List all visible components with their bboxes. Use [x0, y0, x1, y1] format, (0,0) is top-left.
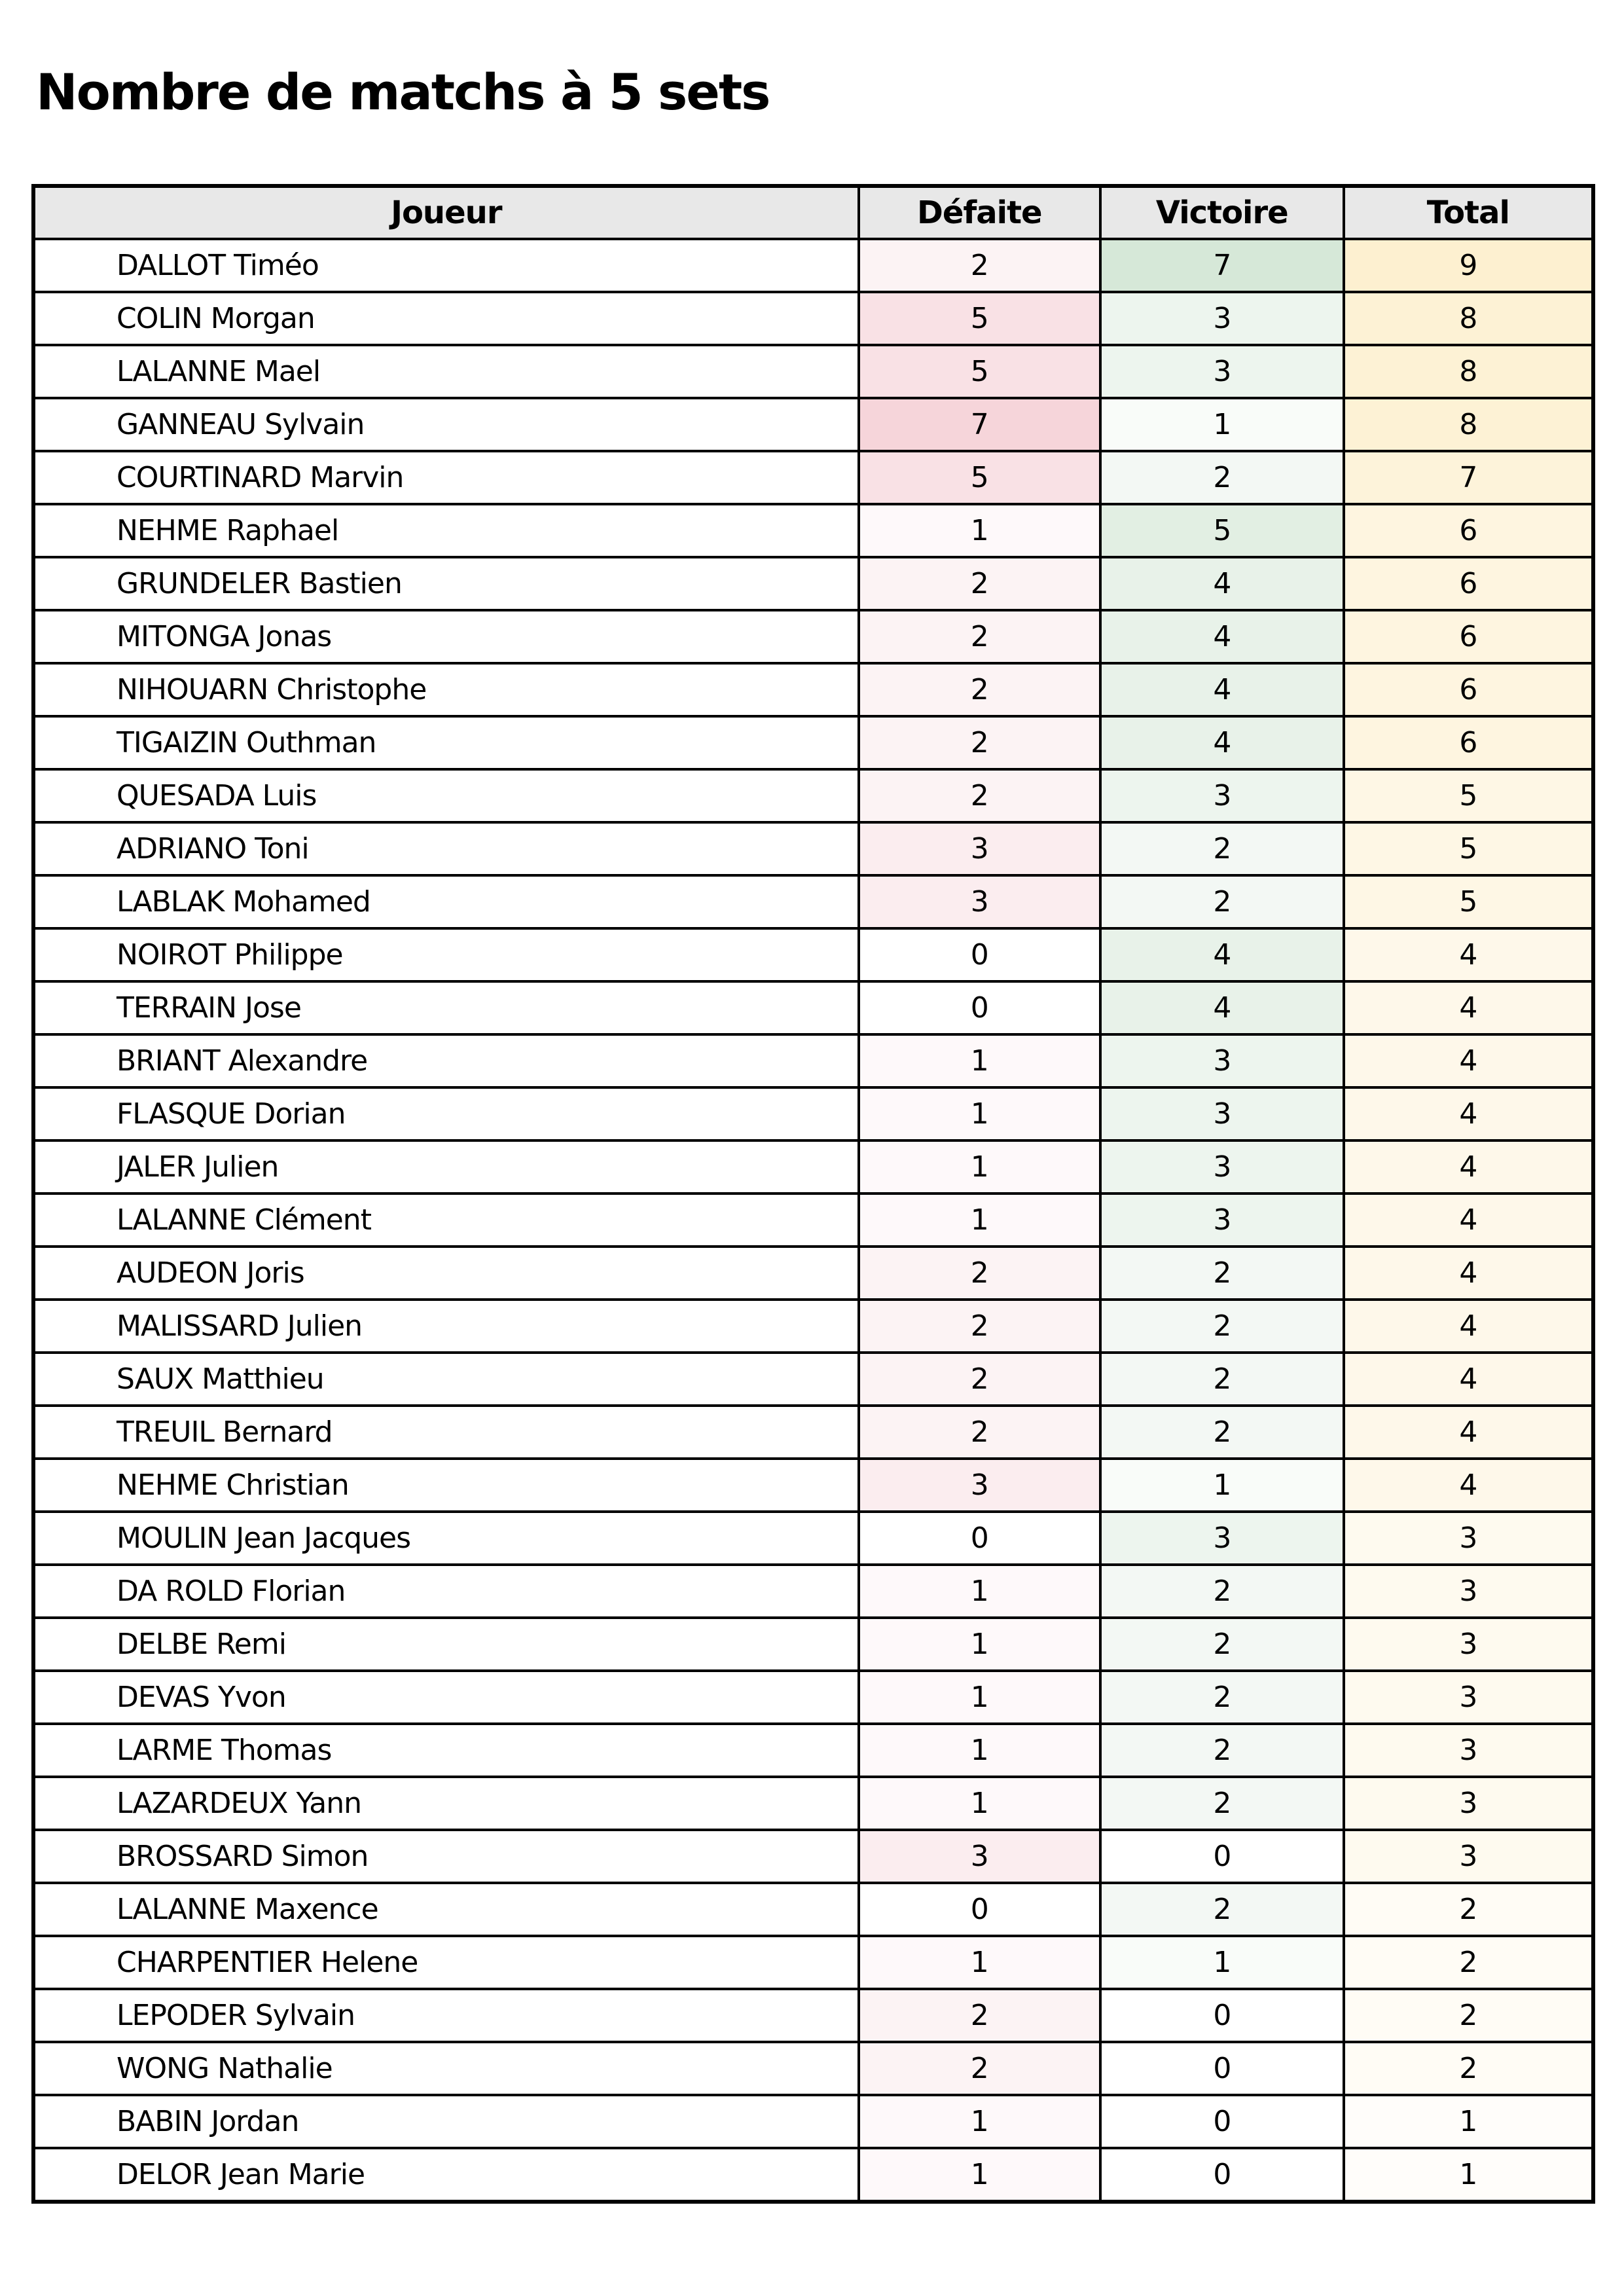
defeat-count-cell: 2 — [859, 663, 1100, 716]
player-name-cell: COLIN Morgan — [33, 292, 859, 345]
total-count-cell: 3 — [1344, 1565, 1593, 1618]
table-row — [33, 1883, 1593, 1936]
total-count-cell: 6 — [1344, 663, 1593, 716]
total-count-cell: 4 — [1344, 1140, 1593, 1194]
player-name-cell: LAZARDEUX Yann — [33, 1777, 859, 1830]
victory-count-cell: 4 — [1100, 928, 1344, 981]
defeat-count-cell: 2 — [859, 1247, 1100, 1300]
victory-count-cell: 3 — [1100, 769, 1344, 822]
table-row — [33, 1034, 1593, 1087]
defeat-count-cell: 5 — [859, 292, 1100, 345]
total-count-cell: 2 — [1344, 1883, 1593, 1936]
player-name-cell: DA ROLD Florian — [33, 1565, 859, 1618]
player-name-cell: SAUX Matthieu — [33, 1353, 859, 1406]
player-name-cell: WONG Nathalie — [33, 2042, 859, 2095]
defeat-count-cell: 1 — [859, 1724, 1100, 1777]
table-row — [33, 451, 1593, 504]
victory-count-cell: 2 — [1100, 875, 1344, 928]
total-count-cell: 6 — [1344, 504, 1593, 557]
defeat-count-cell: 2 — [859, 1300, 1100, 1353]
table-row — [33, 1353, 1593, 1406]
victory-count-cell: 3 — [1100, 1512, 1344, 1565]
player-name-cell: LALANNE Mael — [33, 345, 859, 398]
victory-count-cell: 2 — [1100, 1618, 1344, 1671]
defeat-count-cell: 1 — [859, 1034, 1100, 1087]
table-row — [33, 1618, 1593, 1671]
player-name-cell: COURTINARD Marvin — [33, 451, 859, 504]
victory-count-cell: 2 — [1100, 1247, 1344, 1300]
table-row — [33, 398, 1593, 451]
total-count-cell: 4 — [1344, 1247, 1593, 1300]
player-name-cell: LALANNE Maxence — [33, 1883, 859, 1936]
defeat-count-cell: 0 — [859, 981, 1100, 1034]
page-title: Nombre de matchs à 5 sets — [36, 63, 770, 121]
victory-count-cell: 2 — [1100, 451, 1344, 504]
player-name-cell: MALISSARD Julien — [33, 1300, 859, 1353]
victory-count-cell: 1 — [1100, 1936, 1344, 1989]
defeat-count-cell: 2 — [859, 716, 1100, 769]
total-count-cell: 3 — [1344, 1777, 1593, 1830]
table-row — [33, 716, 1593, 769]
victory-count-cell: 3 — [1100, 1194, 1344, 1247]
total-count-cell: 4 — [1344, 1300, 1593, 1353]
player-name-cell: TREUIL Bernard — [33, 1406, 859, 1459]
victory-count-cell: 2 — [1100, 1777, 1344, 1830]
total-count-cell: 5 — [1344, 875, 1593, 928]
defeat-count-cell: 2 — [859, 239, 1100, 292]
column-header-defaite: Défaite — [859, 186, 1100, 239]
victory-count-cell: 4 — [1100, 663, 1344, 716]
victory-count-cell: 2 — [1100, 1883, 1344, 1936]
player-name-cell: NEHME Christian — [33, 1459, 859, 1512]
defeat-count-cell: 1 — [859, 1671, 1100, 1724]
defeat-count-cell: 2 — [859, 557, 1100, 610]
victory-count-cell: 0 — [1100, 2095, 1344, 2148]
defeat-count-cell: 7 — [859, 398, 1100, 451]
column-header-victoire: Victoire — [1100, 186, 1344, 239]
defeat-count-cell: 3 — [859, 875, 1100, 928]
player-name-cell: DALLOT Timéo — [33, 239, 859, 292]
player-name-cell: GRUNDELER Bastien — [33, 557, 859, 610]
table-row — [33, 769, 1593, 822]
player-name-cell: AUDEON Joris — [33, 1247, 859, 1300]
column-header-joueur: Joueur — [33, 186, 859, 239]
victory-count-cell: 2 — [1100, 1671, 1344, 1724]
player-name-cell: LARME Thomas — [33, 1724, 859, 1777]
defeat-count-cell: 0 — [859, 928, 1100, 981]
table-row — [33, 1777, 1593, 1830]
defeat-count-cell: 3 — [859, 822, 1100, 875]
table-row — [33, 1989, 1593, 2042]
defeat-count-cell: 1 — [859, 504, 1100, 557]
player-name-cell: LABLAK Mohamed — [33, 875, 859, 928]
total-count-cell: 2 — [1344, 1936, 1593, 1989]
victory-count-cell: 2 — [1100, 1300, 1344, 1353]
player-name-cell: LEPODER Sylvain — [33, 1989, 859, 2042]
victory-count-cell: 0 — [1100, 2148, 1344, 2202]
victory-count-cell: 4 — [1100, 981, 1344, 1034]
table-row — [33, 504, 1593, 557]
table-row — [33, 239, 1593, 292]
player-name-cell: NIHOUARN Christophe — [33, 663, 859, 716]
table-row — [33, 1671, 1593, 1724]
total-count-cell: 4 — [1344, 1087, 1593, 1140]
table-row — [33, 1247, 1593, 1300]
defeat-count-cell: 2 — [859, 2042, 1100, 2095]
total-count-cell: 3 — [1344, 1830, 1593, 1883]
table-row — [33, 1459, 1593, 1512]
defeat-count-cell: 2 — [859, 1989, 1100, 2042]
stats-table-container — [31, 184, 1595, 2204]
victory-count-cell: 0 — [1100, 1830, 1344, 1883]
defeat-count-cell: 2 — [859, 1406, 1100, 1459]
table-row — [33, 610, 1593, 663]
table-row — [33, 557, 1593, 610]
defeat-count-cell: 1 — [859, 2148, 1100, 2202]
table-row — [33, 1406, 1593, 1459]
defeat-count-cell: 1 — [859, 1140, 1100, 1194]
victory-count-cell: 2 — [1100, 1565, 1344, 1618]
column-header-total: Total — [1344, 186, 1593, 239]
table-row — [33, 1565, 1593, 1618]
total-count-cell: 6 — [1344, 557, 1593, 610]
victory-count-cell: 7 — [1100, 239, 1344, 292]
total-count-cell: 4 — [1344, 1353, 1593, 1406]
total-count-cell: 2 — [1344, 2042, 1593, 2095]
player-name-cell: TIGAIZIN Outhman — [33, 716, 859, 769]
victory-count-cell: 4 — [1100, 557, 1344, 610]
total-count-cell: 6 — [1344, 716, 1593, 769]
player-name-cell: ADRIANO Toni — [33, 822, 859, 875]
player-name-cell: NEHME Raphael — [33, 504, 859, 557]
total-count-cell: 8 — [1344, 398, 1593, 451]
player-name-cell: JALER Julien — [33, 1140, 859, 1194]
defeat-count-cell: 1 — [859, 2095, 1100, 2148]
total-count-cell: 3 — [1344, 1512, 1593, 1565]
total-count-cell: 1 — [1344, 2095, 1593, 2148]
defeat-count-cell: 0 — [859, 1883, 1100, 1936]
total-count-cell: 8 — [1344, 345, 1593, 398]
defeat-count-cell: 2 — [859, 610, 1100, 663]
defeat-count-cell: 1 — [859, 1777, 1100, 1830]
player-name-cell: MOULIN Jean Jacques — [33, 1512, 859, 1565]
total-count-cell: 4 — [1344, 1406, 1593, 1459]
victory-count-cell: 3 — [1100, 1140, 1344, 1194]
total-count-cell: 9 — [1344, 239, 1593, 292]
total-count-cell: 4 — [1344, 981, 1593, 1034]
table-row — [33, 2148, 1593, 2202]
defeat-count-cell: 5 — [859, 345, 1100, 398]
player-name-cell: DEVAS Yvon — [33, 1671, 859, 1724]
victory-count-cell: 1 — [1100, 398, 1344, 451]
player-name-cell: MITONGA Jonas — [33, 610, 859, 663]
player-name-cell: BABIN Jordan — [33, 2095, 859, 2148]
player-name-cell: DELBE Remi — [33, 1618, 859, 1671]
defeat-count-cell: 3 — [859, 1830, 1100, 1883]
player-name-cell: NOIROT Philippe — [33, 928, 859, 981]
victory-count-cell: 0 — [1100, 2042, 1344, 2095]
victory-count-cell: 3 — [1100, 1034, 1344, 1087]
victory-count-cell: 1 — [1100, 1459, 1344, 1512]
defeat-count-cell: 1 — [859, 1194, 1100, 1247]
table-row — [33, 2095, 1593, 2148]
player-name-cell: LALANNE Clément — [33, 1194, 859, 1247]
victory-count-cell: 2 — [1100, 1406, 1344, 1459]
table-row — [33, 981, 1593, 1034]
player-name-cell: FLASQUE Dorian — [33, 1087, 859, 1140]
defeat-count-cell: 2 — [859, 1353, 1100, 1406]
victory-count-cell: 2 — [1100, 1353, 1344, 1406]
defeat-count-cell: 1 — [859, 1565, 1100, 1618]
victory-count-cell: 2 — [1100, 822, 1344, 875]
table-row — [33, 2042, 1593, 2095]
player-name-cell: CHARPENTIER Helene — [33, 1936, 859, 1989]
total-count-cell: 3 — [1344, 1724, 1593, 1777]
player-name-cell: DELOR Jean Marie — [33, 2148, 859, 2202]
player-name-cell: QUESADA Luis — [33, 769, 859, 822]
total-count-cell: 1 — [1344, 2148, 1593, 2202]
table-header-row — [33, 186, 1593, 239]
defeat-count-cell: 2 — [859, 769, 1100, 822]
defeat-count-cell: 1 — [859, 1087, 1100, 1140]
table-row — [33, 928, 1593, 981]
table-row — [33, 1724, 1593, 1777]
table-row — [33, 345, 1593, 398]
total-count-cell: 5 — [1344, 769, 1593, 822]
victory-count-cell: 2 — [1100, 1724, 1344, 1777]
defeat-count-cell: 1 — [859, 1936, 1100, 1989]
victory-count-cell: 5 — [1100, 504, 1344, 557]
table-row — [33, 663, 1593, 716]
stats-table — [31, 184, 1595, 2204]
defeat-count-cell: 0 — [859, 1512, 1100, 1565]
table-row — [33, 1936, 1593, 1989]
table-row — [33, 1194, 1593, 1247]
total-count-cell: 4 — [1344, 1034, 1593, 1087]
table-row — [33, 1300, 1593, 1353]
victory-count-cell: 4 — [1100, 716, 1344, 769]
table-row — [33, 875, 1593, 928]
table-row — [33, 1512, 1593, 1565]
victory-count-cell: 0 — [1100, 1989, 1344, 2042]
total-count-cell: 3 — [1344, 1671, 1593, 1724]
victory-count-cell: 4 — [1100, 610, 1344, 663]
table-row — [33, 1830, 1593, 1883]
defeat-count-cell: 1 — [859, 1618, 1100, 1671]
total-count-cell: 5 — [1344, 822, 1593, 875]
table-row — [33, 822, 1593, 875]
defeat-count-cell: 5 — [859, 451, 1100, 504]
total-count-cell: 4 — [1344, 1459, 1593, 1512]
player-name-cell: TERRAIN Jose — [33, 981, 859, 1034]
total-count-cell: 4 — [1344, 928, 1593, 981]
table-row — [33, 1140, 1593, 1194]
player-name-cell: BROSSARD Simon — [33, 1830, 859, 1883]
total-count-cell: 3 — [1344, 1618, 1593, 1671]
victory-count-cell: 3 — [1100, 1087, 1344, 1140]
defeat-count-cell: 3 — [859, 1459, 1100, 1512]
player-name-cell: BRIANT Alexandre — [33, 1034, 859, 1087]
table-row — [33, 292, 1593, 345]
player-name-cell: GANNEAU Sylvain — [33, 398, 859, 451]
total-count-cell: 7 — [1344, 451, 1593, 504]
victory-count-cell: 3 — [1100, 292, 1344, 345]
victory-count-cell: 3 — [1100, 345, 1344, 398]
total-count-cell: 4 — [1344, 1194, 1593, 1247]
table-row — [33, 1087, 1593, 1140]
total-count-cell: 8 — [1344, 292, 1593, 345]
total-count-cell: 2 — [1344, 1989, 1593, 2042]
total-count-cell: 6 — [1344, 610, 1593, 663]
